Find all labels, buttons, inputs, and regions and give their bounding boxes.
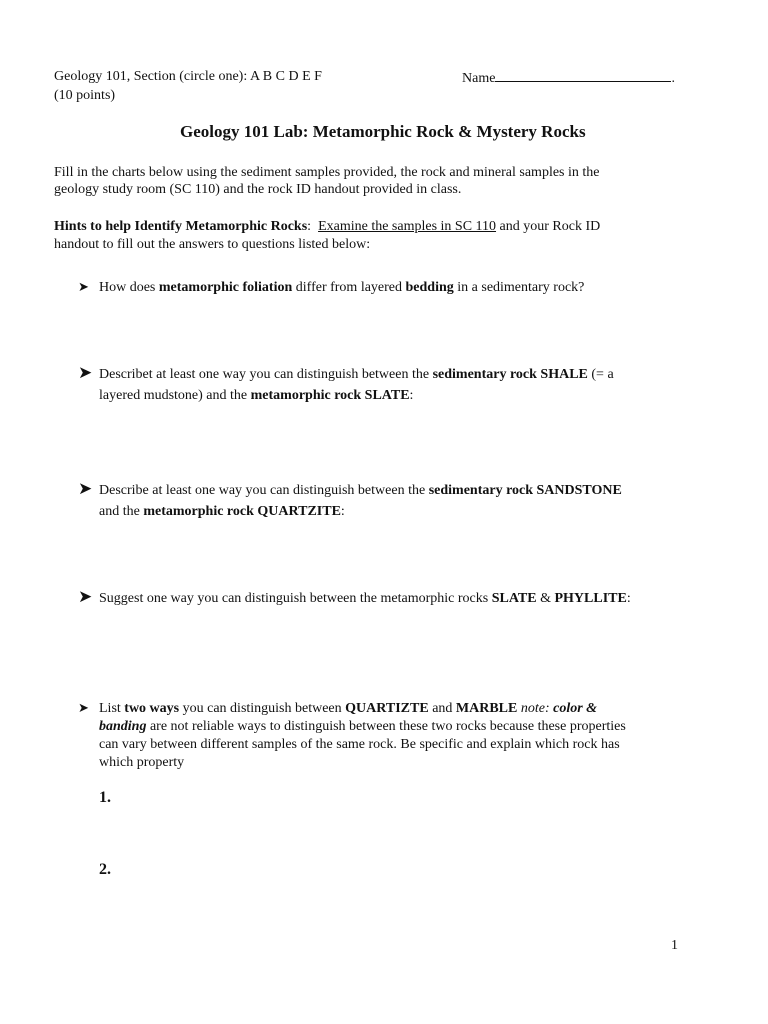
q5-bold: QUARTIZTE [345, 701, 429, 716]
hints-underlined: Examine the samples in SC 110 [318, 219, 497, 234]
q2-text: (= a [587, 367, 614, 382]
question-5-line-4: which property [99, 755, 185, 770]
q2-text: : [409, 388, 414, 403]
question-3-line-2 [99, 503, 345, 521]
q5-bold-italic: banding [99, 719, 147, 734]
q5-text: you can distinguish between [179, 701, 346, 716]
q3-text: Describe at least one way you can distinguish between the [99, 483, 429, 498]
q5-text: and [428, 701, 456, 716]
q5-text: are not reliable ways to distinguish between these two rocks because these properties [146, 719, 626, 734]
q3-text: : [340, 504, 345, 519]
name-blank-line[interactable] [495, 68, 671, 82]
course-section: Geology 101, Section (circle one): A B C D E F [54, 69, 322, 84]
answer-number-2: 2. [99, 861, 111, 878]
q5-text: List [99, 701, 125, 716]
q5-bold: two ways [124, 701, 180, 716]
q2-bold: metamorphic rock SLATE [250, 388, 410, 403]
q1-text: differ from layered [292, 280, 406, 295]
hints-heading: Hints to help Identify Metamorphic Rocks [54, 219, 308, 234]
question-4 [99, 590, 631, 608]
q2-text: layered mudstone) and the [99, 388, 251, 403]
q2-text: Describet at least one way you can distinguish between the [99, 367, 433, 382]
question-5-line-2 [99, 718, 626, 736]
page-title: Geology 101 Lab: Metamorphic Rock & Mystery Rocks [180, 122, 586, 141]
question-5-line-3: can vary between different samples of the same rock. Be specific and explain which rock has [99, 737, 620, 752]
q3-text: and the [99, 504, 144, 519]
header-line [54, 68, 322, 86]
hints-line-1 [54, 218, 600, 236]
name-field[interactable] [462, 68, 675, 88]
question-1 [99, 279, 584, 297]
q5-bold: MARBLE [455, 701, 518, 716]
intro-line-1: Fill in the charts below using the sediment samples provided, the rock and mineral samples in the [54, 165, 600, 180]
q1-bold: metamorphic foliation [158, 280, 293, 295]
q2-bold: sedimentary rock SHALE [432, 367, 588, 382]
question-3-line-1 [99, 482, 622, 500]
q5-bold-italic: color & [553, 701, 598, 716]
hints-line-2: handout to fill out the answers to questions listed below: [54, 237, 371, 252]
q5-italic: note: [517, 701, 554, 716]
q4-bold: SLATE [491, 591, 537, 606]
q1-text: How does [99, 280, 159, 295]
q4-text: Suggest one way you can distinguish between the metamorphic rocks [99, 591, 492, 606]
question-2-line-1 [99, 366, 614, 384]
question-2-line-2 [99, 387, 413, 405]
hints-rest: and your Rock ID [496, 219, 601, 234]
q1-text: in a sedimentary rock? [453, 280, 585, 295]
hints-colon: : [307, 219, 319, 234]
answer-number-1: 1. [99, 789, 111, 806]
q3-bold: sedimentary rock SANDSTONE [428, 483, 622, 498]
q4-text: : [626, 591, 631, 606]
bullet-arrow-icon: ➤ [78, 479, 93, 498]
q4-bold: PHYLLITE [554, 591, 627, 606]
name-end: . [671, 71, 675, 86]
question-5-line-1 [99, 700, 597, 718]
intro-line-2: geology study room (SC 110) and the rock ID handout provided in class. [54, 182, 462, 197]
bullet-arrow-icon: ➤ [78, 587, 93, 606]
q1-bold: bedding [405, 280, 454, 295]
q4-text: & [536, 591, 555, 606]
bullet-arrow-icon: ➤ [78, 363, 93, 382]
q3-bold: metamorphic rock QUARTZITE [143, 504, 341, 519]
page-number: 1 [671, 938, 678, 953]
points: (10 points) [54, 88, 116, 103]
bullet-arrow-icon: ➤ [78, 700, 89, 715]
bullet-arrow-icon: ➤ [78, 279, 89, 294]
name-label: Name [462, 71, 496, 86]
